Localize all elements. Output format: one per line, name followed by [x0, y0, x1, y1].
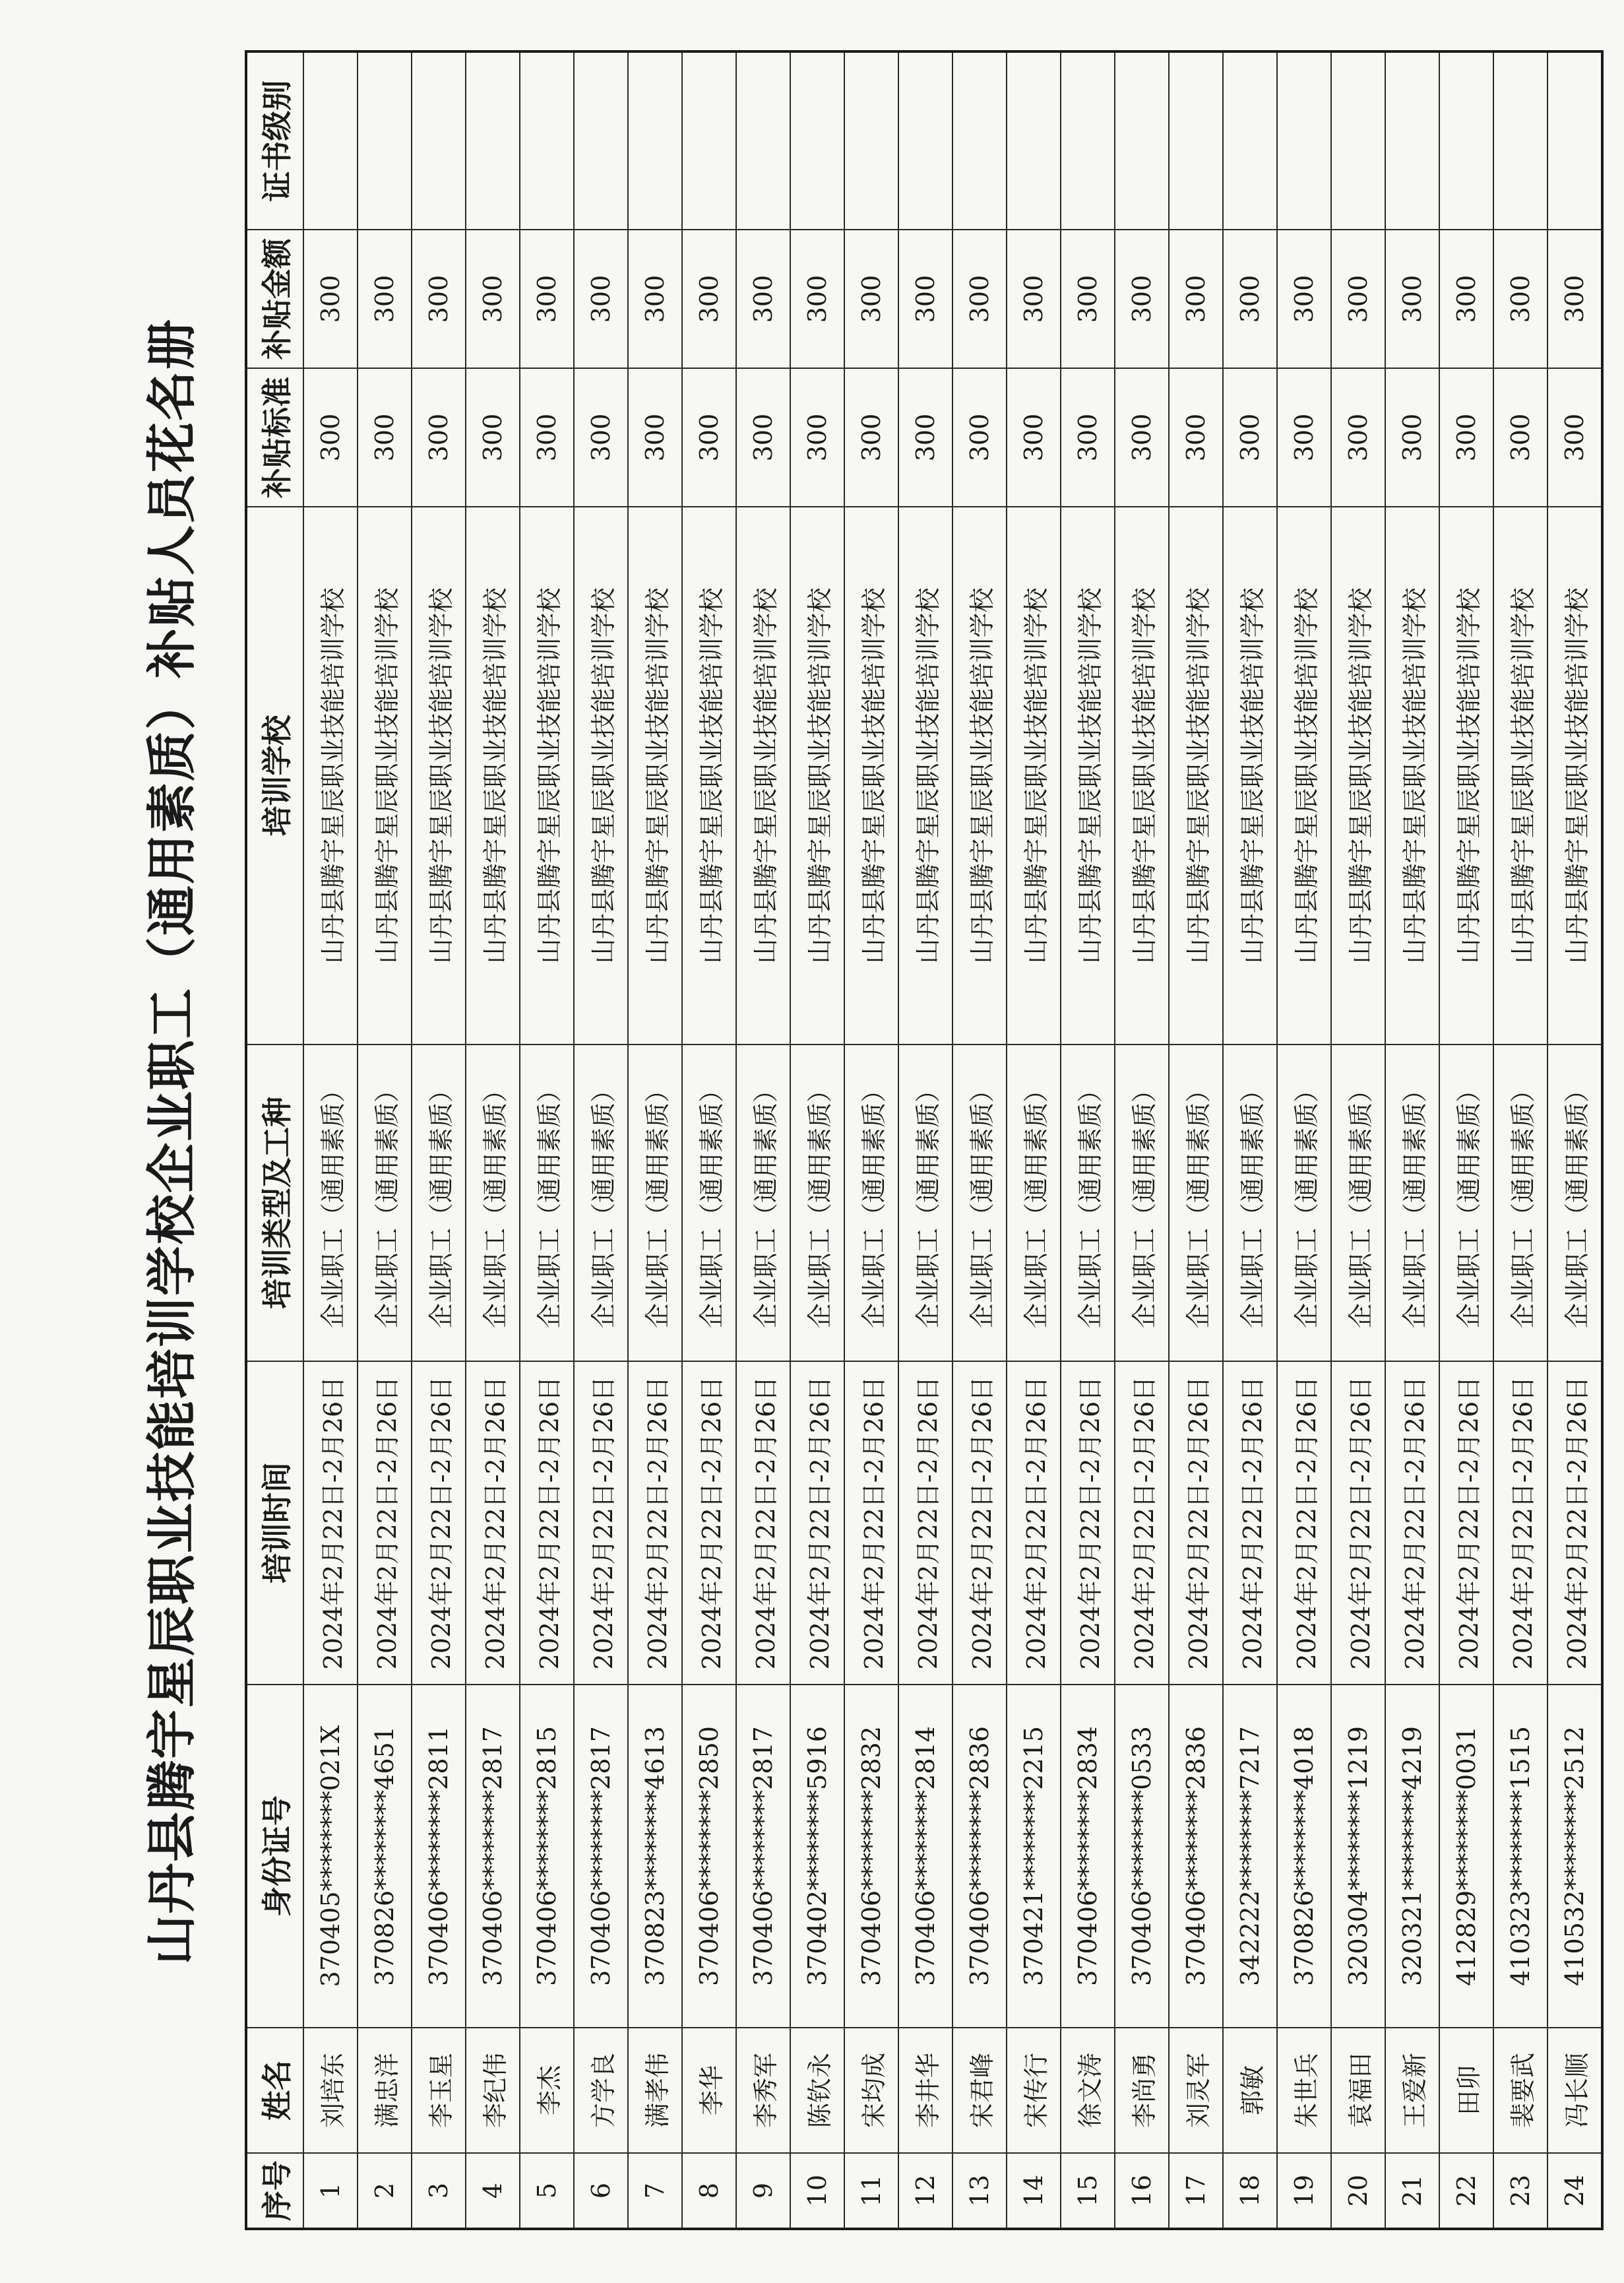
cell-index: 7	[628, 2153, 682, 2229]
table-row	[466, 51, 520, 2229]
cell-training-school: 山丹县腾宇星辰职业技能培训学校	[1115, 507, 1169, 1045]
cell-certificate-level	[1115, 51, 1169, 230]
table-row	[628, 51, 682, 2229]
cell-certificate-level	[303, 51, 358, 230]
cell-name: 方学良	[574, 2028, 628, 2153]
cell-name: 陈钦永	[790, 2028, 844, 2153]
cell-certificate-level	[358, 51, 412, 230]
cell-training-time: 2024年2月22日-2月26日	[736, 1361, 790, 1685]
cell-id-number: 370406********2817	[574, 1685, 628, 2028]
cell-name: 满忠洋	[358, 2028, 412, 2153]
cell-index: 15	[1061, 2153, 1115, 2229]
cell-training-type: 企业职工（通用素质）	[466, 1045, 520, 1361]
table-row	[303, 51, 358, 2229]
cell-training-type: 企业职工（通用素质）	[1331, 1045, 1385, 1361]
cell-subsidy-amount: 300	[574, 230, 628, 368]
cell-training-school: 山丹县腾宇星辰职业技能培训学校	[303, 507, 358, 1045]
cell-training-time: 2024年2月22日-2月26日	[303, 1361, 358, 1685]
cell-subsidy-standard: 300	[1169, 368, 1223, 507]
cell-subsidy-standard: 300	[682, 368, 736, 507]
table-row	[574, 51, 628, 2229]
cell-subsidy-amount: 300	[466, 230, 520, 368]
cell-id-number: 370405********021X	[303, 1685, 358, 2028]
cell-subsidy-standard: 300	[466, 368, 520, 507]
cell-training-school: 山丹县腾宇星辰职业技能培训学校	[1061, 507, 1115, 1045]
cell-training-school: 山丹县腾宇星辰职业技能培训学校	[520, 507, 574, 1045]
cell-index: 21	[1385, 2153, 1439, 2229]
cell-training-type: 企业职工（通用素质）	[1169, 1045, 1223, 1361]
cell-subsidy-amount: 300	[520, 230, 574, 368]
cell-certificate-level	[790, 51, 844, 230]
cell-training-school: 山丹县腾宇星辰职业技能培训学校	[736, 507, 790, 1045]
cell-name: 刘培东	[303, 2028, 358, 2153]
cell-training-school: 山丹县腾宇星辰职业技能培训学校	[1547, 507, 1602, 1045]
cell-index: 8	[682, 2153, 736, 2229]
cell-training-type: 企业职工（通用素质）	[790, 1045, 844, 1361]
table-row	[1169, 51, 1223, 2229]
cell-subsidy-standard: 300	[1061, 368, 1115, 507]
cell-index: 3	[412, 2153, 466, 2229]
cell-index: 23	[1493, 2153, 1547, 2229]
cell-training-type: 企业职工（通用素质）	[303, 1045, 358, 1361]
cell-subsidy-standard: 300	[520, 368, 574, 507]
cell-training-type: 企业职工（通用素质）	[953, 1045, 1007, 1361]
table-row	[1007, 51, 1061, 2229]
cell-training-school: 山丹县腾宇星辰职业技能培训学校	[898, 507, 953, 1045]
cell-certificate-level	[1439, 51, 1493, 230]
cell-training-time: 2024年2月22日-2月26日	[412, 1361, 466, 1685]
cell-certificate-level	[844, 51, 898, 230]
cell-subsidy-amount: 300	[1007, 230, 1061, 368]
cell-name: 李纪伟	[466, 2028, 520, 2153]
table-row	[1331, 51, 1385, 2229]
table-row	[682, 51, 736, 2229]
cell-index: 16	[1115, 2153, 1169, 2229]
col-header-subsidy-standard: 补贴标准	[246, 368, 303, 507]
cell-name: 田卯	[1439, 2028, 1493, 2153]
cell-index: 5	[520, 2153, 574, 2229]
cell-name: 满孝伟	[628, 2028, 682, 2153]
cell-subsidy-amount: 300	[1061, 230, 1115, 368]
cell-subsidy-amount: 300	[1439, 230, 1493, 368]
cell-name: 李华	[682, 2028, 736, 2153]
cell-training-type: 企业职工（通用素质）	[520, 1045, 574, 1361]
cell-name: 郭敏	[1223, 2028, 1277, 2153]
cell-subsidy-standard: 300	[1493, 368, 1547, 507]
cell-subsidy-amount: 300	[412, 230, 466, 368]
cell-training-time: 2024年2月22日-2月26日	[574, 1361, 628, 1685]
cell-training-type: 企业职工（通用素质）	[628, 1045, 682, 1361]
cell-certificate-level	[736, 51, 790, 230]
cell-subsidy-standard: 300	[1439, 368, 1493, 507]
table-row	[1061, 51, 1115, 2229]
cell-training-time: 2024年2月22日-2月26日	[358, 1361, 412, 1685]
cell-id-number: 410323********1515	[1493, 1685, 1547, 2028]
cell-training-type: 企业职工（通用素质）	[1385, 1045, 1439, 1361]
cell-subsidy-standard: 300	[1385, 368, 1439, 507]
cell-id-number: 370406********2836	[953, 1685, 1007, 2028]
cell-subsidy-standard: 300	[303, 368, 358, 507]
cell-index: 11	[844, 2153, 898, 2229]
cell-training-time: 2024年2月22日-2月26日	[790, 1361, 844, 1685]
cell-subsidy-standard: 300	[628, 368, 682, 507]
cell-training-type: 企业职工（通用素质）	[1547, 1045, 1602, 1361]
table-row	[1115, 51, 1169, 2229]
cell-certificate-level	[520, 51, 574, 230]
cell-name: 宋君峰	[953, 2028, 1007, 2153]
document-title: 山丹县腾宇星辰职业技能培训学校企业职工（通用素质）补贴人员花名册	[142, 318, 201, 1965]
cell-subsidy-standard: 300	[574, 368, 628, 507]
cell-id-number: 412829********0031	[1439, 1685, 1493, 2028]
cell-training-school: 山丹县腾宇星辰职业技能培训学校	[953, 507, 1007, 1045]
cell-name: 李井华	[898, 2028, 953, 2153]
table-row	[1277, 51, 1331, 2229]
cell-id-number: 370406********2834	[1061, 1685, 1115, 2028]
cell-training-time: 2024年2月22日-2月26日	[466, 1361, 520, 1685]
cell-id-number: 370406********2811	[412, 1685, 466, 2028]
cell-name: 李秀军	[736, 2028, 790, 2153]
cell-subsidy-amount: 300	[953, 230, 1007, 368]
cell-training-type: 企业职工（通用素质）	[574, 1045, 628, 1361]
cell-training-time: 2024年2月22日-2月26日	[1223, 1361, 1277, 1685]
cell-subsidy-standard: 300	[1115, 368, 1169, 507]
cell-index: 9	[736, 2153, 790, 2229]
cell-id-number: 370406********2817	[736, 1685, 790, 2028]
cell-training-time: 2024年2月22日-2月26日	[682, 1361, 736, 1685]
cell-name: 李尚勇	[1115, 2028, 1169, 2153]
cell-name: 徐文涛	[1061, 2028, 1115, 2153]
cell-training-school: 山丹县腾宇星辰职业技能培训学校	[412, 507, 466, 1045]
cell-index: 12	[898, 2153, 953, 2229]
document-sheet	[119, 53, 1592, 2230]
cell-training-school: 山丹县腾宇星辰职业技能培训学校	[1385, 507, 1439, 1045]
table-row	[1547, 51, 1602, 2229]
cell-index: 18	[1223, 2153, 1277, 2229]
cell-training-type: 企业职工（通用素质）	[1223, 1045, 1277, 1361]
cell-subsidy-standard: 300	[1331, 368, 1385, 507]
cell-subsidy-standard: 300	[898, 368, 953, 507]
cell-subsidy-amount: 300	[844, 230, 898, 368]
cell-training-time: 2024年2月22日-2月26日	[1385, 1361, 1439, 1685]
table-row	[1223, 51, 1277, 2229]
cell-training-school: 山丹县腾宇星辰职业技能培训学校	[358, 507, 412, 1045]
cell-name: 宋传行	[1007, 2028, 1061, 2153]
col-header-id-number: 身份证号	[246, 1685, 303, 2028]
cell-id-number: 370421********2215	[1007, 1685, 1061, 2028]
cell-training-time: 2024年2月22日-2月26日	[628, 1361, 682, 1685]
cell-training-time: 2024年2月22日-2月26日	[844, 1361, 898, 1685]
cell-training-type: 企业职工（通用素质）	[1439, 1045, 1493, 1361]
cell-subsidy-standard: 300	[1277, 368, 1331, 507]
cell-subsidy-standard: 300	[790, 368, 844, 507]
cell-subsidy-amount: 300	[682, 230, 736, 368]
cell-subsidy-standard: 300	[412, 368, 466, 507]
cell-training-type: 企业职工（通用素质）	[1115, 1045, 1169, 1361]
table-row	[1493, 51, 1547, 2229]
cell-name: 宋均成	[844, 2028, 898, 2153]
cell-training-type: 企业职工（通用素质）	[682, 1045, 736, 1361]
cell-name: 李玉星	[412, 2028, 466, 2153]
cell-index: 20	[1331, 2153, 1385, 2229]
cell-training-school: 山丹县腾宇星辰职业技能培训学校	[628, 507, 682, 1045]
table-row	[844, 51, 898, 2229]
cell-certificate-level	[1277, 51, 1331, 230]
cell-subsidy-standard: 300	[1007, 368, 1061, 507]
cell-id-number: 370406********2814	[898, 1685, 953, 2028]
cell-training-time: 2024年2月22日-2月26日	[898, 1361, 953, 1685]
cell-id-number: 370406********2815	[520, 1685, 574, 2028]
col-header-training-time: 培训时间	[246, 1361, 303, 1685]
table-row	[898, 51, 953, 2229]
cell-certificate-level	[466, 51, 520, 230]
cell-training-time: 2024年2月22日-2月26日	[1007, 1361, 1061, 1685]
cell-name: 王爱新	[1385, 2028, 1439, 2153]
cell-subsidy-amount: 300	[1331, 230, 1385, 368]
cell-training-type: 企业职工（通用素质）	[898, 1045, 953, 1361]
cell-subsidy-standard: 300	[358, 368, 412, 507]
cell-subsidy-amount: 300	[358, 230, 412, 368]
cell-subsidy-standard: 300	[844, 368, 898, 507]
cell-name: 刘灵军	[1169, 2028, 1223, 2153]
table-row	[790, 51, 844, 2229]
cell-training-school: 山丹县腾宇星辰职业技能培训学校	[844, 507, 898, 1045]
table-row	[736, 51, 790, 2229]
cell-index: 19	[1277, 2153, 1331, 2229]
cell-subsidy-amount: 300	[628, 230, 682, 368]
cell-training-time: 2024年2月22日-2月26日	[1331, 1361, 1385, 1685]
cell-certificate-level	[682, 51, 736, 230]
cell-id-number: 342222********7217	[1223, 1685, 1277, 2028]
table-row	[1439, 51, 1493, 2229]
cell-training-type: 企业职工（通用素质）	[1493, 1045, 1547, 1361]
cell-subsidy-amount: 300	[1493, 230, 1547, 368]
cell-id-number: 370406********2850	[682, 1685, 736, 2028]
cell-training-school: 山丹县腾宇星辰职业技能培训学校	[1439, 507, 1493, 1045]
cell-training-type: 企业职工（通用素质）	[1277, 1045, 1331, 1361]
table-row	[520, 51, 574, 2229]
cell-subsidy-standard: 300	[953, 368, 1007, 507]
cell-training-type: 企业职工（通用素质）	[412, 1045, 466, 1361]
cell-certificate-level	[1223, 51, 1277, 230]
cell-index: 24	[1547, 2153, 1602, 2229]
cell-index: 13	[953, 2153, 1007, 2229]
cell-subsidy-amount: 300	[1223, 230, 1277, 368]
cell-training-time: 2024年2月22日-2月26日	[1547, 1361, 1602, 1685]
cell-id-number: 370406********2836	[1169, 1685, 1223, 2028]
cell-id-number: 370823********4613	[628, 1685, 682, 2028]
cell-index: 4	[466, 2153, 520, 2229]
cell-id-number: 410532********2512	[1547, 1685, 1602, 2028]
cell-index: 22	[1439, 2153, 1493, 2229]
cell-training-school: 山丹县腾宇星辰职业技能培训学校	[1169, 507, 1223, 1045]
cell-name: 朱世兵	[1277, 2028, 1331, 2153]
cell-certificate-level	[1385, 51, 1439, 230]
cell-index: 14	[1007, 2153, 1061, 2229]
cell-training-school: 山丹县腾宇星辰职业技能培训学校	[682, 507, 736, 1045]
cell-certificate-level	[898, 51, 953, 230]
cell-training-time: 2024年2月22日-2月26日	[1277, 1361, 1331, 1685]
cell-subsidy-amount: 300	[1169, 230, 1223, 368]
cell-index: 2	[358, 2153, 412, 2229]
cell-training-school: 山丹县腾宇星辰职业技能培训学校	[466, 507, 520, 1045]
cell-training-time: 2024年2月22日-2月26日	[1061, 1361, 1115, 1685]
cell-training-time: 2024年2月22日-2月26日	[520, 1361, 574, 1685]
table-body	[303, 51, 1602, 2229]
cell-subsidy-amount: 300	[1115, 230, 1169, 368]
cell-subsidy-amount: 300	[1385, 230, 1439, 368]
cell-certificate-level	[1331, 51, 1385, 230]
cell-name: 裴要武	[1493, 2028, 1547, 2153]
cell-training-time: 2024年2月22日-2月26日	[1493, 1361, 1547, 1685]
cell-certificate-level	[1547, 51, 1602, 230]
cell-training-school: 山丹县腾宇星辰职业技能培训学校	[1493, 507, 1547, 1045]
cell-subsidy-amount: 300	[898, 230, 953, 368]
cell-index: 10	[790, 2153, 844, 2229]
cell-certificate-level	[574, 51, 628, 230]
cell-certificate-level	[1169, 51, 1223, 230]
cell-certificate-level	[412, 51, 466, 230]
cell-training-type: 企业职工（通用素质）	[1061, 1045, 1115, 1361]
col-header-training-type: 培训类型及工种	[246, 1045, 303, 1361]
table-row	[953, 51, 1007, 2229]
cell-name: 李杰	[520, 2028, 574, 2153]
cell-training-school: 山丹县腾宇星辰职业技能培训学校	[1007, 507, 1061, 1045]
table-header-row	[246, 51, 303, 2229]
cell-training-type: 企业职工（通用素质）	[736, 1045, 790, 1361]
cell-subsidy-amount: 300	[790, 230, 844, 368]
subsidy-roster-table	[245, 50, 1604, 2230]
cell-subsidy-amount: 300	[1277, 230, 1331, 368]
cell-subsidy-standard: 300	[1223, 368, 1277, 507]
cell-subsidy-standard: 300	[736, 368, 790, 507]
cell-name: 冯长顺	[1547, 2028, 1602, 2153]
cell-index: 1	[303, 2153, 358, 2229]
cell-training-school: 山丹县腾宇星辰职业技能培训学校	[1277, 507, 1331, 1045]
cell-training-time: 2024年2月22日-2月26日	[1169, 1361, 1223, 1685]
cell-index: 17	[1169, 2153, 1223, 2229]
cell-subsidy-standard: 300	[1547, 368, 1602, 507]
table-row	[358, 51, 412, 2229]
table-row	[1385, 51, 1439, 2229]
cell-certificate-level	[1493, 51, 1547, 230]
cell-certificate-level	[1007, 51, 1061, 230]
cell-id-number: 320304********1219	[1331, 1685, 1385, 2028]
col-header-subsidy-amount: 补贴金额	[246, 230, 303, 368]
cell-training-school: 山丹县腾宇星辰职业技能培训学校	[1331, 507, 1385, 1045]
cell-id-number: 370406********2832	[844, 1685, 898, 2028]
cell-training-school: 山丹县腾宇星辰职业技能培训学校	[574, 507, 628, 1045]
cell-training-type: 企业职工（通用素质）	[1007, 1045, 1061, 1361]
cell-training-time: 2024年2月22日-2月26日	[1115, 1361, 1169, 1685]
cell-id-number: 320321********4219	[1385, 1685, 1439, 2028]
cell-training-school: 山丹县腾宇星辰职业技能培训学校	[790, 507, 844, 1045]
cell-subsidy-amount: 300	[736, 230, 790, 368]
cell-id-number: 370826********4651	[358, 1685, 412, 2028]
cell-training-type: 企业职工（通用素质）	[844, 1045, 898, 1361]
cell-certificate-level	[628, 51, 682, 230]
cell-subsidy-amount: 300	[1547, 230, 1602, 368]
col-header-index: 序号	[246, 2153, 303, 2229]
table-row	[412, 51, 466, 2229]
cell-certificate-level	[953, 51, 1007, 230]
cell-id-number: 370406********0533	[1115, 1685, 1169, 2028]
cell-id-number: 370402********5916	[790, 1685, 844, 2028]
cell-certificate-level	[1061, 51, 1115, 230]
cell-index: 6	[574, 2153, 628, 2229]
cell-subsidy-amount: 300	[303, 230, 358, 368]
cell-id-number: 370406********2817	[466, 1685, 520, 2028]
cell-training-time: 2024年2月22日-2月26日	[953, 1361, 1007, 1685]
cell-training-type: 企业职工（通用素质）	[358, 1045, 412, 1361]
cell-id-number: 370826********4018	[1277, 1685, 1331, 2028]
col-header-training-school: 培训学校	[246, 507, 303, 1045]
cell-name: 袁福田	[1331, 2028, 1385, 2153]
cell-training-school: 山丹县腾宇星辰职业技能培训学校	[1223, 507, 1277, 1045]
cell-training-time: 2024年2月22日-2月26日	[1439, 1361, 1493, 1685]
col-header-certificate-level: 证书级别	[246, 51, 303, 230]
col-header-name: 姓名	[246, 2028, 303, 2153]
